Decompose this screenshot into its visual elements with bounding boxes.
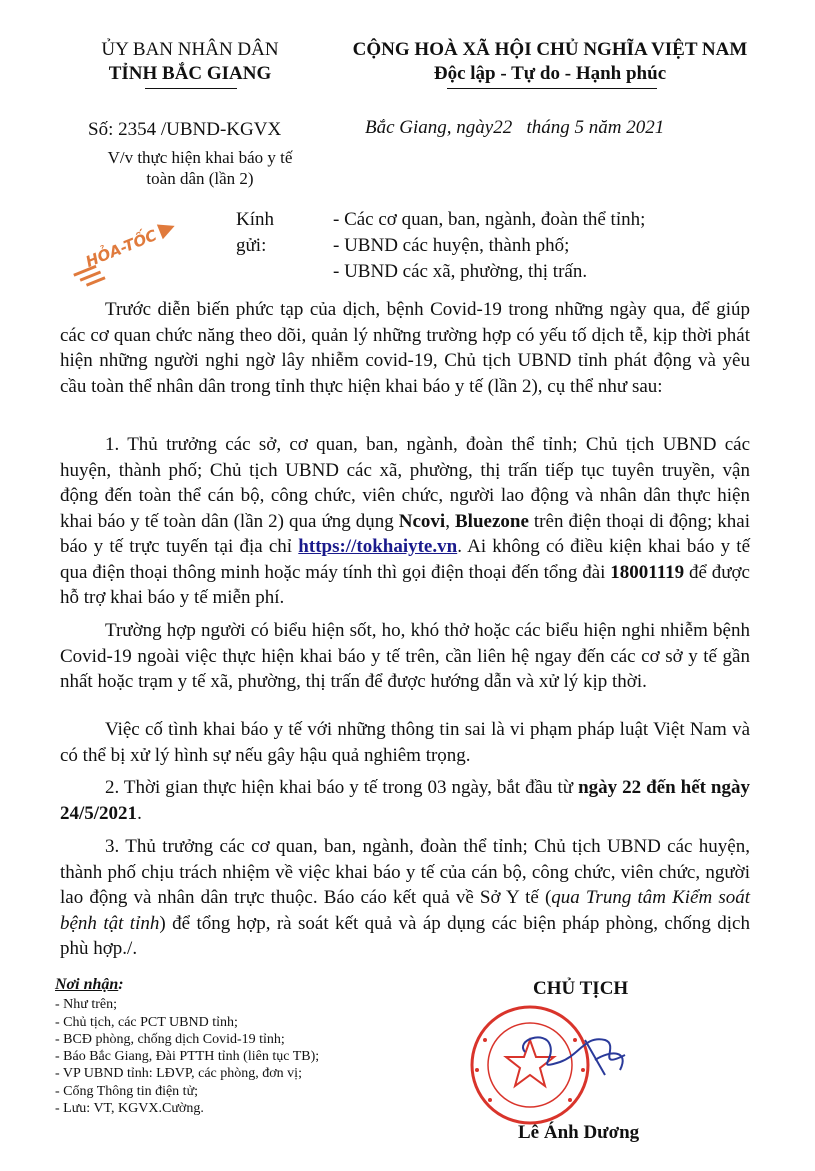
app-ncovi: Ncovi: [398, 510, 446, 532]
p1-text-d: để được hỗ trợ khai báo y tế miễn phí.: [60, 561, 750, 608]
recipients-list: [333, 207, 763, 285]
recipient-item: - UBND các huyện, thành phố;: [333, 235, 570, 256]
p1-text-a: 1. Thủ trưởng các sở, cơ quan, ban, ngành, đoàn thể tỉnh; Chủ tịch UBND các huyện, thành phố; Chủ tịch UBND các xã, phường, thị trấn tiếp tục tuyên truyền, vận động đến toàn thể cán bộ, công chức, viên chức, người lao động và nhân dân thực hiện khai báo y tế toàn dân (lần 2) qua ứng dụng: [60, 434, 750, 532]
distribution-item: - Như trên;: [55, 997, 118, 1013]
agency-line-1: ỦY BAN NHÂN DÂN: [101, 39, 279, 60]
signer-title: CHỦ TỊCH: [533, 978, 629, 999]
document-subject: [75, 147, 325, 189]
urgent-stamp-icon: [55, 195, 189, 296]
symptoms-paragraph: Trường hợp người có biểu hiện sốt, ho, khó thở hoặc các biểu hiện nghi nhiễm bệnh Covid-19 ngoài việc thực hiện khai báo y tế trên, cần liên hệ ngay đến các cơ sở y tế gần nhất hoặc trạm y tế xã, phường, thị trấn để được hướng dẫn và xử lý kịp thời.: [60, 620, 750, 692]
distribution-list: [55, 976, 385, 1117]
motto-line: Độc lập - Tự do - Hạnh phúc: [433, 63, 667, 84]
recipients-label: Kính gửi:: [236, 209, 274, 256]
distribution-item: - Cổng Thông tin điện tử;: [55, 1083, 199, 1099]
distribution-item: - Chủ tịch, các PCT UBND tỉnh;: [55, 1014, 238, 1030]
distribution-item: - Báo Bắc Giang, Đài PTTH tỉnh (liên tục TB);: [55, 1049, 320, 1065]
distribution-item: - VP UBND tỉnh: LĐVP, các phòng, đơn vị;: [55, 1066, 302, 1082]
distribution-heading-colon: :: [118, 976, 124, 993]
national-motto: [315, 38, 785, 86]
urgent-stamp-text: HỎA-TỐC: [83, 226, 160, 271]
recipient-item: - UBND các xã, phường, thị trấn.: [333, 261, 588, 282]
hotline-number: 18001119: [610, 561, 685, 583]
place-and-date: Bắc Giang, ngày22 tháng 5 năm 2021: [365, 117, 665, 138]
official-seal-icon: [455, 1000, 655, 1130]
distribution-item: - BCĐ phòng, chống dịch Covid-19 tỉnh;: [55, 1031, 285, 1047]
signer-name: Lê Ánh Dương: [518, 1122, 640, 1143]
p1-text-b: trên điện thoại di động; khai báo y tế trực tuyến tại địa chỉ: [60, 510, 751, 557]
intro-paragraph: Trước diễn biến phức tạp của dịch, bệnh Covid-19 trong những ngày qua, để giúp các cơ quan chức năng theo dõi, quản lý những trường hợp có yếu tố dịch tễ, kịp thời phát hiện những người nghi ngờ lây nhiễm covid-19, Chủ tịch UBND tỉnh phát động và yêu cầu toàn thể nhân dân trong tỉnh thực hiện khai báo y tế (lần 2), cụ thể như sau:: [60, 299, 750, 397]
declaration-url-link[interactable]: https://tokhaiyte.vn: [298, 536, 458, 557]
subject-line-2: toàn dân (lần 2): [146, 169, 254, 188]
issuing-agency: [65, 38, 315, 86]
p1-comma: ,: [445, 510, 455, 532]
p3-text-a: 3. Thủ trưởng các cơ quan, ban, ngành, đoàn thể tỉnh; Chủ tịch UBND các huyện, thành phố chịu trách nhiệm về việc khai báo y tế của cán bộ, công chức, viên chức, người lao động và nhân dân trực thuộc. Báo cáo kết quả về Sở Y tế (: [60, 836, 750, 908]
p3-text-b: ) để tổng hợp, rà soát kết quả và áp dụng các biện pháp phòng, chống dịch phù hợp./.: [60, 912, 750, 959]
distribution-item: - Lưu: VT, KGVX.Cường.: [55, 1101, 204, 1117]
paragraph-3: [60, 834, 750, 962]
subject-line-1: V/v thực hiện khai báo y tế: [107, 148, 293, 167]
recipient-item: - Các cơ quan, ban, ngành, đoàn thể tỉnh;: [333, 209, 646, 230]
p2-deadline: ngày 22 đến hết ngày 24/5/2021: [60, 777, 750, 824]
agency-underline: [145, 88, 237, 89]
motto-underline: [447, 88, 657, 89]
p2-text: 2. Thời gian thực hiện khai báo y tế trong 03 ngày, bắt đầu từ: [105, 777, 579, 798]
document-number: Số: 2354 /UBND-KGVX: [88, 119, 282, 140]
country-name: CỘNG HOÀ XÃ HỘI CHỦ NGHĨA VIỆT NAM: [352, 39, 748, 60]
distribution-heading: [55, 976, 385, 994]
agency-line-2: TỈNH BẮC GIANG: [108, 63, 272, 84]
false-declaration-paragraph: Việc cố tình khai báo y tế với những thông tin sai là vi phạm pháp luật Việt Nam và có thể bị xử lý hình sự nếu gây hậu quả nghiêm trọng.: [60, 719, 750, 766]
p2-end: .: [137, 802, 142, 824]
p3-italic: qua Trung tâm Kiểm soát bệnh tật tỉnh: [60, 887, 750, 934]
distribution-heading-text: Nơi nhận: [55, 976, 119, 993]
p1-text-c: . Ai không có điều kiện khai báo y tế qua điện thoại thông minh hoặc máy tính thì gọi điện thoại đến tổng đài: [60, 536, 750, 583]
paragraph-1: [60, 432, 750, 611]
paragraph-2: [60, 775, 750, 826]
app-bluezone: Bluezone: [455, 510, 529, 532]
